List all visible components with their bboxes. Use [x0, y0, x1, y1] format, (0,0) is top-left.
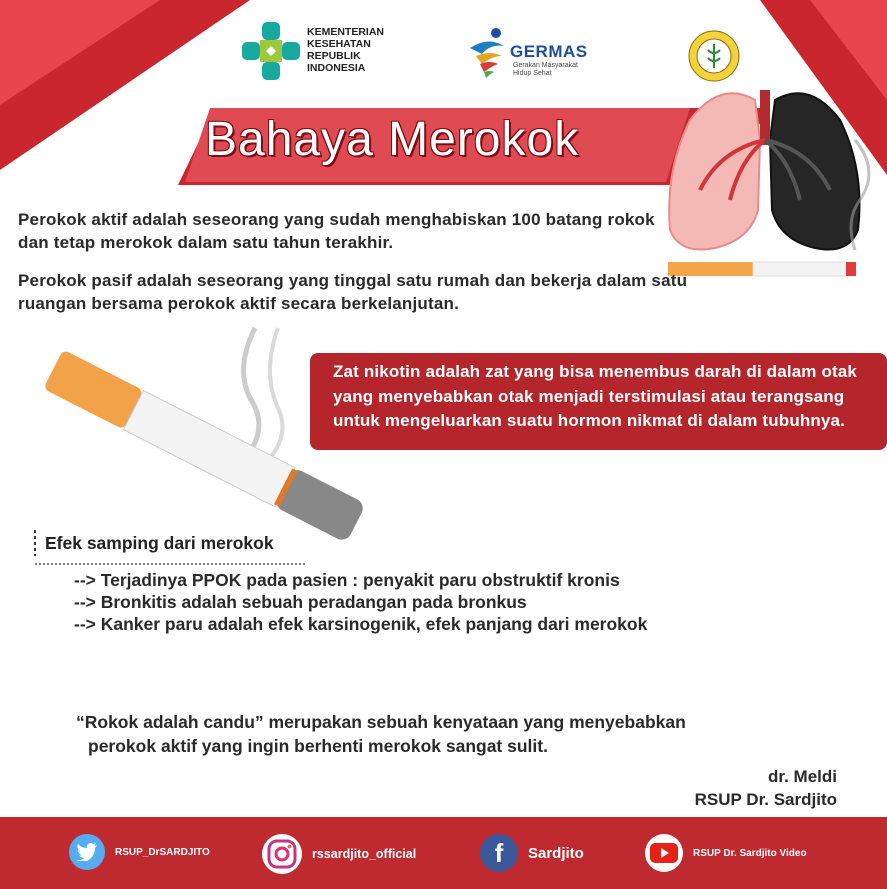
list-item: --> Kanker paru adalah efek karsinogenik, efek panjang dari merokok	[74, 614, 648, 634]
sardjito-seal-icon	[688, 30, 740, 82]
quote	[76, 710, 796, 758]
kemenkes-logo-icon	[240, 20, 302, 82]
list-item: --> Terjadinya PPOK pada pasien : penyakit paru obstruktif kronis	[74, 570, 620, 590]
germas-logo-icon	[468, 26, 510, 80]
signature-name: dr. Meldi	[768, 767, 837, 786]
twitter-handle: RSUP_DrSARDJITO	[115, 846, 210, 858]
page-title: Bahaya Merokok	[205, 113, 580, 166]
kemenkes-logo-text: KEMENTERIAN KESEHATAN REPUBLIK INDONESIA	[307, 26, 385, 74]
efek-list	[74, 569, 647, 635]
germas-logo-subtitle: Gerakan Masyarakat Hidup Sehat	[513, 62, 578, 77]
quote-line-1: “Rokok adalah candu” merupakan sebuah kenyataan yang menyebabkan	[76, 712, 686, 732]
twitter-link[interactable]	[69, 834, 210, 870]
quote-line-2: perokok aktif yang ingin berhenti merokok sangat sulit.	[88, 736, 548, 756]
instagram-link[interactable]	[262, 834, 416, 874]
facebook-icon: f	[480, 834, 518, 872]
signature-institution: RSUP Dr. Sardjito	[694, 790, 837, 809]
list-item: --> Bronkitis adalah sebuah peradangan pada bronkus	[74, 592, 527, 612]
perokok-aktif-text: Perokok aktif adalah seseorang yang sudah menghabiskan 100 batang rokok dan tetap merokok dalam satu tahun terakhir.	[18, 210, 655, 252]
twitter-icon	[69, 834, 105, 870]
facebook-link[interactable]	[480, 834, 584, 872]
youtube-link[interactable]	[645, 834, 807, 872]
facebook-handle: Sardjito	[528, 844, 584, 862]
instagram-icon	[262, 834, 302, 874]
signature	[695, 765, 837, 811]
instagram-handle: rssardjito_official	[312, 847, 417, 861]
lungs-icon	[660, 80, 886, 270]
germas-logo-title: GERMAS	[510, 42, 588, 61]
efek-title: Efek samping dari merokok	[45, 533, 274, 553]
youtube-icon	[645, 834, 683, 872]
perokok-pasif-text: Perokok pasif adalah seseorang yang tinggal satu rumah dan bekerja dalam satu ruangan bersama perokok aktif secara berkelanjutan.	[18, 271, 688, 313]
nikotin-text: Zat nikotin adalah zat yang bisa menembus darah di dalam otak yang menyebabkan otak menjadi terstimulasi atau terangsang untuk mengeluarkan suatu hormon nikmat di dalam tubuhnya.	[333, 362, 857, 430]
youtube-handle: RSUP Dr. Sardjito Video	[693, 847, 807, 859]
